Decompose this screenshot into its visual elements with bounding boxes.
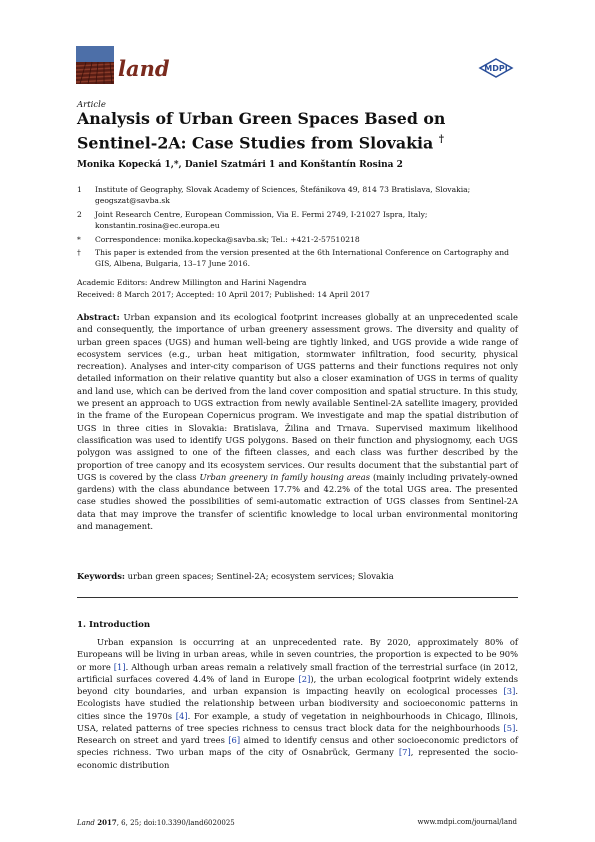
intro-text: . For example, a study of vegetation in neighbourhoods in Chicago, Illinois, USA, related patterns of tree species richness to census tract block data for the neighbourhoods: [77, 710, 518, 733]
affiliation-text: Institute of Geography, Slovak Academy of Sciences, Štefánikova 49, 814 73 Bratislava, Slovakia;: [95, 185, 471, 194]
affiliation-mark: *: [77, 235, 81, 244]
keywords-label: Keywords:: [77, 571, 125, 581]
intro-text: . Research on street and yard trees: [77, 722, 518, 745]
intro-text: , represented the socio-economic distribution: [77, 747, 518, 770]
affiliation-email[interactable]: geogszat@savba.sk: [95, 196, 170, 205]
abstract: [77, 311, 518, 532]
title-line-2-text: Sentinel-2A: Case Studies from Slovakia: [77, 133, 434, 153]
abstract-label: Abstract:: [77, 312, 120, 322]
note-text-cont: GIS, Albena, Bulgaria, 13–17 June 2016.: [95, 259, 251, 268]
footer-journal: Land: [77, 819, 95, 827]
article-title: [77, 108, 517, 153]
intro-text: Urban expansion is occurring at an unprecedented rate. By 2020, approximately 80% of Europeans will be living in urban areas, while in seven countries, the proportion is expected to be 90% or more: [77, 637, 518, 672]
publication-dates: Received: 8 March 2017; Accepted: 10 April 2017; Published: 14 April 2017: [77, 290, 370, 299]
footer-doi[interactable]: , 6, 25; doi:10.3390/land6020025: [116, 819, 235, 827]
keywords-text: urban green spaces; Sentinel-2A; ecosystem services; Slovakia: [124, 571, 394, 581]
note-text: This paper is extended from the version presented at the 6th International Conference on Cartography and: [95, 248, 510, 257]
article-type: Article: [77, 100, 106, 110]
mdpi-logo-icon[interactable]: [478, 58, 514, 78]
title-line-1: Analysis of Urban Green Spaces Based on: [77, 109, 446, 128]
title-line-2: [77, 129, 517, 153]
title-mark: †: [438, 134, 444, 145]
academic-editors: Academic Editors: Andrew Millington and Harini Nagendra: [77, 278, 307, 287]
citation-link[interactable]: [2]: [298, 673, 311, 684]
intro-text: . Ecologists have studied the relationship between urban biodiversity and socioeconomic patterns in cities since the 1970s: [77, 686, 518, 721]
journal-logo-icon: [76, 46, 114, 84]
citation-link[interactable]: [4]: [175, 710, 188, 721]
citation-link[interactable]: [7]: [398, 747, 411, 758]
citation-link[interactable]: [1]: [113, 661, 126, 672]
citation-link[interactable]: [5]: [503, 722, 516, 733]
citation-link[interactable]: [3]: [503, 686, 516, 696]
citation-link[interactable]: [6]: [228, 735, 241, 745]
affiliation-email[interactable]: konstantin.rosina@ec.europa.eu: [95, 221, 220, 230]
abstract-text-b: (mainly including privately-owned gardens) with the class abundance between 17.7% and 42.2% of the total UGS area. The presented case studies showed the possibilities of semi-automatic extraction of UGS classes from Sentinel-2A data that may improve the transfer of scientific knowledge to local urban environmental monitoring and management.: [77, 471, 518, 532]
footer-year: 2017: [94, 818, 117, 827]
footer-citation: [77, 818, 235, 827]
author-list: Monika Kopecká 1,*, Daniel Szatmári 1 and Konštantín Rosina 2: [77, 160, 403, 170]
mdpi-logo-text: MDPI: [484, 64, 508, 74]
affiliation-mark: †: [77, 248, 81, 257]
journal-name: land: [118, 56, 170, 81]
correspondence-text[interactable]: Correspondence: monika.kopecka@savba.sk; Tel.: +421-2-57510218: [95, 235, 360, 244]
affiliation-mark: 2: [77, 210, 82, 219]
affiliation-mark: 1: [77, 185, 82, 194]
intro-text: aimed to identify census and other socioeconomic predictors of species richness. Two urban maps of the city of Osnabrück, Germany: [77, 735, 518, 758]
section-heading-introduction: 1. Introduction: [77, 620, 151, 630]
abstract-italic-class: Urban greenery in family housing areas: [199, 471, 370, 482]
affiliation-text: Joint Research Centre, European Commission, Via E. Fermi 2749, I-21027 Ispra, Italy;: [95, 210, 428, 219]
keywords: [77, 571, 394, 581]
intro-text: ), the urban ecological footprint widely extends beyond city boundaries, and urban expansion is impacting heavily on ecological processes: [77, 673, 518, 696]
intro-text: . Although urban areas remain a relatively small fraction of the terrestrial surface (in 2012, artificial surfaces covered 4.4% of land in Europe: [77, 661, 518, 684]
introduction-paragraph: [77, 636, 518, 771]
footer-journal-url[interactable]: www.mdpi.com/journal/land: [417, 818, 517, 826]
section-divider: [77, 597, 518, 598]
abstract-text-a: Urban expansion and its ecological footprint increases globally at an unprecedented scale and consequently, the importance of urban greenery assessment grows. The diversity and quality of urban green spaces (UGS) and human well-being are tightly linked, and UGS provide a wide range of ecosystem services (e.g., urban heat mitigation, stormwater infiltration, food security, physical recreation). Analyses and inter-city comparison of UGS patterns and their functions requires not only detailed information on their relative quantity but also a closer examination of UGS in terms of quality and land use, which can be derived from the land cover composition and spatial structure. In this study, we present an approach to UGS extraction from newly available Sentinel-2A satellite imagery, provided in the frame of the European Copernicus program. We investigate and map the spatial distribution of UGS in three cities in Slovakia: Bratislava, Žilina and Trnava. Supervised maximum likelihood classification was used to identify UGS polygons. Based on their function and physiognomy, each UGS polygon was assigned to one of the fifteen classes, and each class was further described by the proportion of tree canopy and its ecosystem services. Our results document that the substantial part of UGS is covered by the class: [77, 312, 518, 482]
